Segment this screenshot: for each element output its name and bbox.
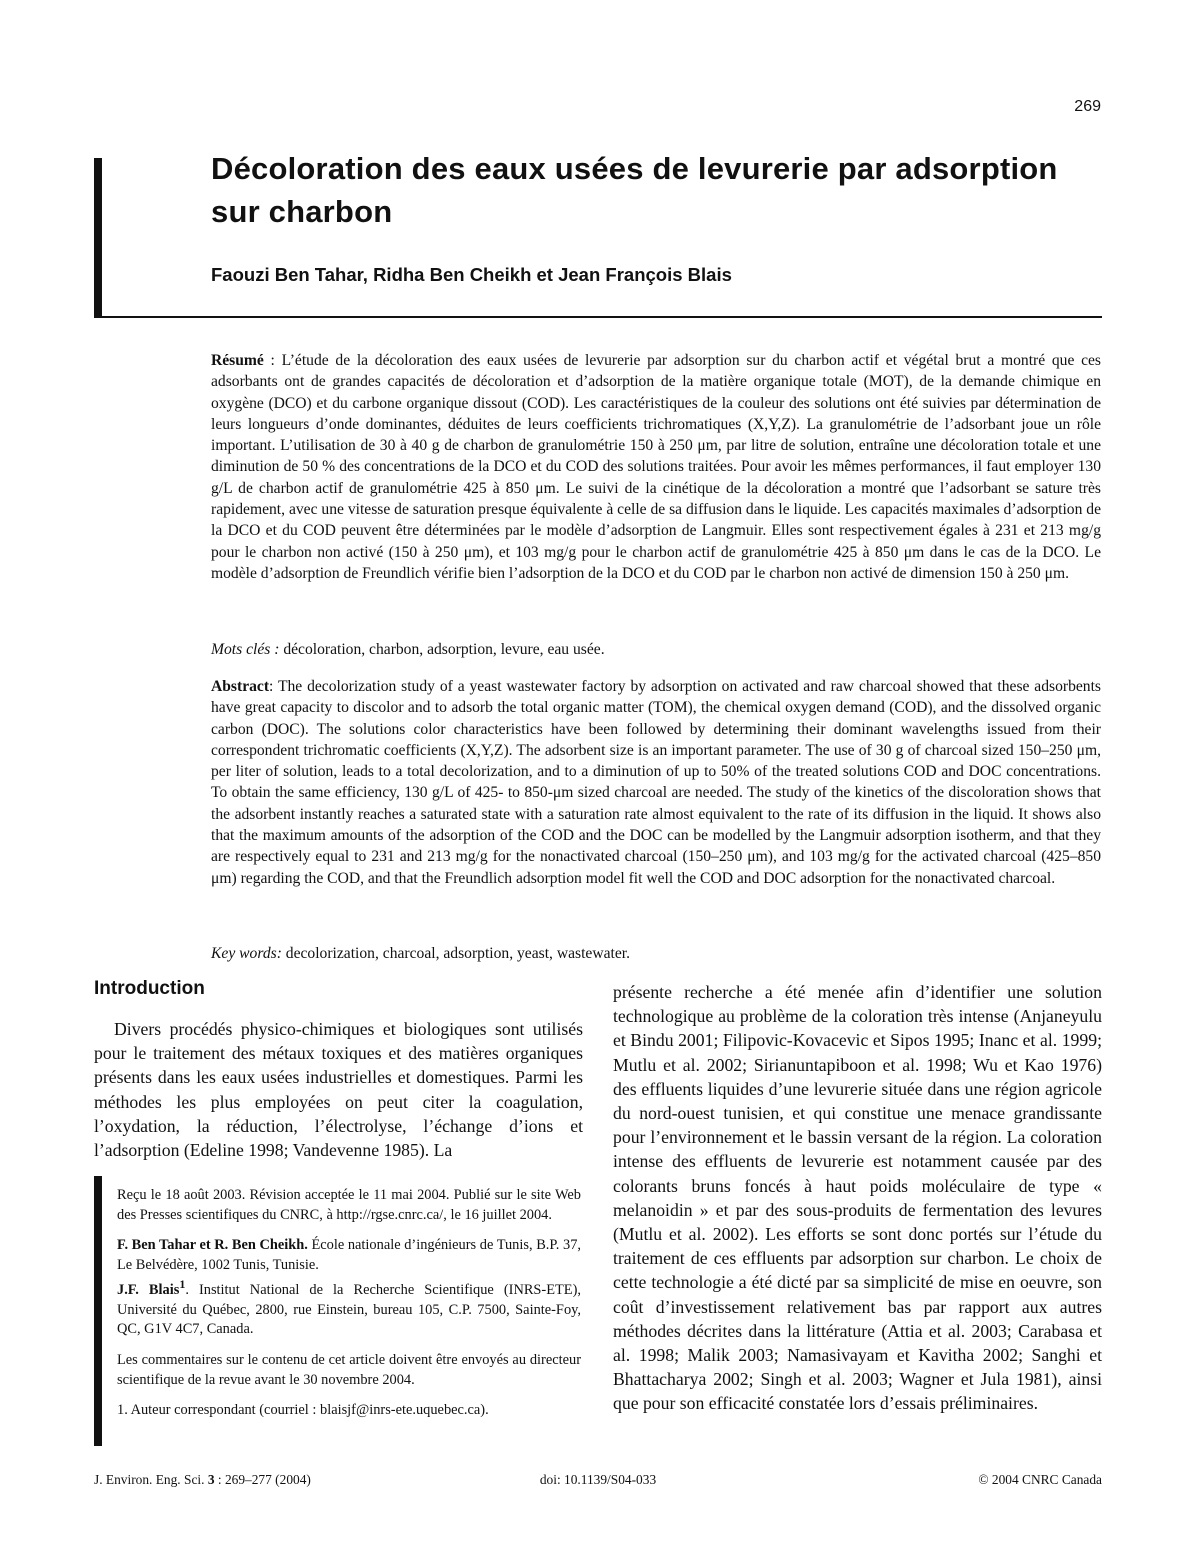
- introduction-right-column: présente recherche a été menée afin d’identifier une solution technologique au problème de la coloration très intense (Anjaneyulu et Bindu 2001; Filipovic-Kovacevic et Sipos 1995; Inanc et al. 1999; Mutlu et al. 2002; Sirianuntapiboon et al. 1998; Wu et Kao 1976) des effluents liquides d’une levurerie située dans une région agricole du nord-ouest tunisien, et qui constitue une menace grandissante pour l’environnement et le bassin versant de la région. La coloration intense des effluents de levurerie est notamment causée par des colorants bruns foncés à haut poids moléculaire de type « melanoidin » et par des sous-produits de fermentation des levures (Mutlu et al. 2002). Les efforts se sont donc portés sur l’étude du traitement de ces effluents par adsorption sur charbon. Le choix de cette technologie a été dicté par sa simplicité de mise en oeuvre, son coût d’investissement relativement bas par rapport aux autres méthodes décrites dans la littérature (Attia et al. 2003; Carabasa et al. 1998; Malik 2003; Namasivayam et Kavitha 2002; Sanghi et Bhattacharya 2002; Singh et al. 2003; Wagner et Jula 1981), ainsi que pour son efficacité constatée lors d’essais préliminaires.: [613, 982, 1102, 1414]
- title-side-bar: [94, 158, 102, 318]
- resume-block: [211, 350, 1101, 584]
- footer-journal: J. Environ. Eng. Sci. 3 : 269–277 (2004): [94, 1472, 311, 1487]
- footnote-marker: 1: [179, 1277, 186, 1292]
- comments-note: Les commentaires sur le contenu de cet article doivent être envoyés au directeur scientifique de la revue avant le 30 novembre 2004.: [117, 1351, 581, 1388]
- mots-cles-label: Mots clés :: [211, 641, 280, 658]
- affiliation-2: [117, 1275, 581, 1340]
- abstract-label: Abstract: [211, 678, 270, 695]
- title-rule: [94, 316, 1102, 318]
- corresponding-author-note: 1. Auteur correspondant (courriel : blaisjf@inrs-ete.uquebec.ca).: [117, 1402, 489, 1419]
- footnote-box: [117, 1186, 581, 1421]
- affiliation-1: [117, 1236, 581, 1275]
- mots-cles-text: décoloration, charbon, adsorption, levure, eau usée.: [279, 641, 605, 658]
- resume-paragraph: [211, 350, 1101, 584]
- mots-cles-block: [211, 639, 1101, 660]
- introduction-left-column: Divers procédés physico-chimiques et biologiques sont utilisés pour le traitement des métaux toxiques et des matières organiques présents dans les eaux usées industrielles et domestiques. Parmi les méthodes les plus employées on peut citer la coagulation, l’oxydation, la réduction, l’électrolyse, l’échange d’ions et l’adsorption (Edeline 1998; Vandevenne 1985). La: [94, 1019, 583, 1161]
- abstract-sep: :: [269, 678, 278, 695]
- abstract-block: [211, 676, 1101, 889]
- key-words-block: [211, 943, 1101, 964]
- footer-volume: 3: [207, 1472, 215, 1487]
- affiliation-2-name: J.F. Blais$^1$: [117, 1277, 186, 1299]
- abstract-paragraph: [211, 676, 1101, 889]
- page-number: 269: [1074, 98, 1101, 115]
- key-words-text: decolorization, charcoal, adsorption, yeast, wastewater.: [281, 945, 631, 962]
- footnote-side-bar: [94, 1176, 102, 1446]
- authors: Faouzi Ben Tahar, Ridha Ben Cheikh et Jean François Blais: [211, 264, 732, 285]
- affiliation-1-names: F. Ben Tahar et R. Ben Cheikh.: [117, 1237, 308, 1254]
- received-note: Reçu le 18 août 2003. Révision acceptée le 11 mai 2004. Publié sur le site Web des Presses scientifiques du CNRC, à http://rgse.cnrc.ca/, le 16 juillet 2004.: [117, 1187, 581, 1223]
- article-title: Décoloration des eaux usées de levurerie par adsorption sur charbon: [211, 151, 1058, 229]
- key-words-label: Key words:: [211, 945, 282, 962]
- affiliation-1-text: École nationale d’ingénieurs de Tunis, B.P. 37, Le Belvédère, 1002 Tunis, Tunisie.: [117, 1237, 582, 1273]
- resume-sep: :: [263, 352, 282, 369]
- affiliation-2-text: . Institut National de la Recherche Scientifique (INRS-ETE), Université du Québec, 2800, rue Einstein, bureau 105, C.P. 7500, Sainte-Foy, QC, G1V 4C7, Canada.: [117, 1282, 581, 1338]
- resume-label: Résumé: [211, 352, 264, 369]
- resume-text: L’étude de la décoloration des eaux usées de levurerie par adsorption sur du charbon actif et végétal brut a montré que ces adsorbants ont de grandes capacités de décoloration et d’adsorption de la matière organique totale (MOT), de la demande chimique en oxygène (DCO) et du carbone organique dissout (COD). Les caractéristiques de la couleur des solutions ont été suivies par détermination de leurs longueurs d’onde dominantes, déduites de leurs coefficients trichromatiques (X,Y,Z). La granulométrie de l’adsorbant joue un rôle important. L’utilisation de 30 à 40 g de charbon de granulométrie 150 à 250 μm, par litre de solution, entraîne une décoloration totale et une diminution de 50 % des concentrations de la DCO et du COD des solutions traitées. Pour avoir les mêmes performances, il faut employer 130 g/L de charbon actif de granulométrie 425 à 850 μm. Le suivi de la cinétique de la décoloration a montré que l’adsorbant se sature très rapidement, avec une vitesse de saturation presque équivalente à celle de sa diffusion dans le liquide. Les capacités maximales d’adsorption de la DCO et du COD peuvent être déterminées par le modèle d’adsorption de Langmuir. Elles sont respectivement égales à 231 et 213 mg/g pour le charbon non activé (150 à 250 μm), et 103 mg/g pour le charbon actif de granulométrie 425 à 850 μm dans le cas de la DCO. Le modèle d’adsorption de Freundlich vérifie bien l’adsorption de la DCO et du COD par le charbon non activé de dimension 150 à 250 μm.: [211, 352, 1102, 582]
- footer-doi: doi: 10.1139/S04-033: [539, 1472, 657, 1487]
- footer-copyright: © 2004 CNRC Canada: [978, 1472, 1102, 1487]
- abstract-text: The decolorization study of a yeast wastewater factory by adsorption on activated and raw charcoal showed that these adsorbents have great capacity to discolor and to adsorb the total organic matter (TOM), the chemical oxygen demand (COD), and the dissolved organic carbon (DOC). The solutions color characteristics have been followed by determining their dominant wavelengths issued from their correspondent trichromatic coefficients (X,Y,Z). The adsorbent size is an important parameter. The use of 30 g of charcoal sized 150–250 μm, per liter of solution, leads to a total decolorization, and to a diminution of up to 50% of the treated solutions COD and DOC concentrations. To obtain the same efficiency, 130 g/L of 425- to 850-μm sized charcoal are needed. The study of the kinetics of the discoloration shows that the adsorbent instantly reaches a saturated state with a saturation rate almost equivalent to the rate of its diffusion in the liquid. It shows also that the maximum amounts of the adsorption of the COD and the DOC can be modelled by the Langmuir adsorption isotherm, and that they are respectively equal to 231 and 213 mg/g for the nonactivated charcoal (150–250 μm), and 103 mg/g for the activated charcoal (425–850 μm) regarding the COD, and that the Freundlich adsorption model fit well the COD and DOC adsorption for the nonactivated charcoal.: [211, 678, 1101, 887]
- introduction-heading: Introduction: [94, 978, 205, 999]
